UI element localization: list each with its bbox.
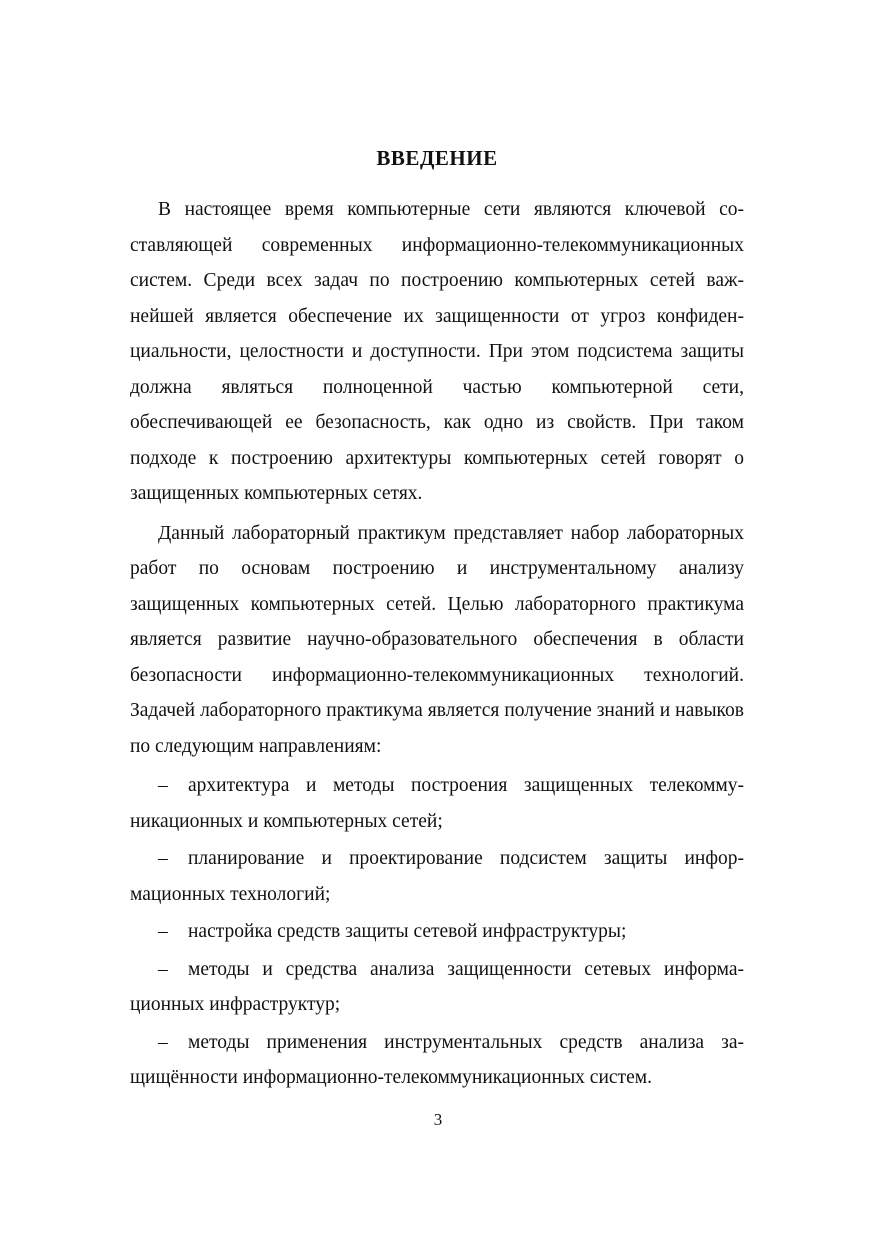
dash-bullet: – — [158, 1031, 168, 1053]
dash-bullet: – — [158, 775, 168, 796]
dash-bullet: – — [158, 958, 168, 980]
list-item — [130, 768, 744, 839]
dash-bullet: – — [158, 848, 168, 869]
list-item — [130, 952, 744, 1023]
page-title: ВВЕДЕНИЕ — [376, 146, 498, 170]
paragraph: В настоящее время компьютерные сети являются ключевой составляющей современных информационно-телекоммуникационных систем. Среди всех задач по построению компьютерных сетей важнейшей является обеспечение их защищенности от угроз конфиденциальности, целостности и доступности. При этом подсистема защиты должна являться полноценной частью компьютерной сети, обеспечивающей ее безопасность, как одно из свойств. При таком подходе к построению архитектуры компьютерных сетей говорят о защищенных компьютерных сетях. — [130, 199, 744, 504]
list-item — [130, 914, 744, 950]
list-item — [130, 841, 744, 912]
list-item-text: планирование и проектирование подсистем защиты информационных технологий; — [130, 848, 744, 905]
dash-bullet: – — [158, 921, 168, 942]
bullet-list — [130, 768, 744, 1096]
list-item-text: методы применения инструментальных средств анализа защищённости информационно-телекоммуникационных систем. — [130, 1031, 744, 1088]
paragraph: Данный лабораторный практикум представляет набор лабораторных работ по основам построению и инструментальному анализу защищенных компьютерных сетей. Целью лабораторного практикума является развитие научно-образовательного обеспечения в области безопасности информационно-телекоммуникационных технологий. Задачей лабораторного практикума является получение знаний и навыков по следующим направлениям: — [130, 522, 744, 757]
page-number: 3 — [433, 1110, 443, 1129]
list-item-text: архитектура и методы построения защищенных телекоммуникационных и компьютерных сетей; — [130, 775, 744, 832]
document-page — [130, 140, 744, 1098]
list-item-text: методы и средства анализа защищенности сетевых информационных инфраструктур; — [130, 958, 744, 1015]
list-item-text: настройка средств защиты сетевой инфраструктуры; — [188, 921, 627, 942]
list-item — [130, 1025, 744, 1096]
